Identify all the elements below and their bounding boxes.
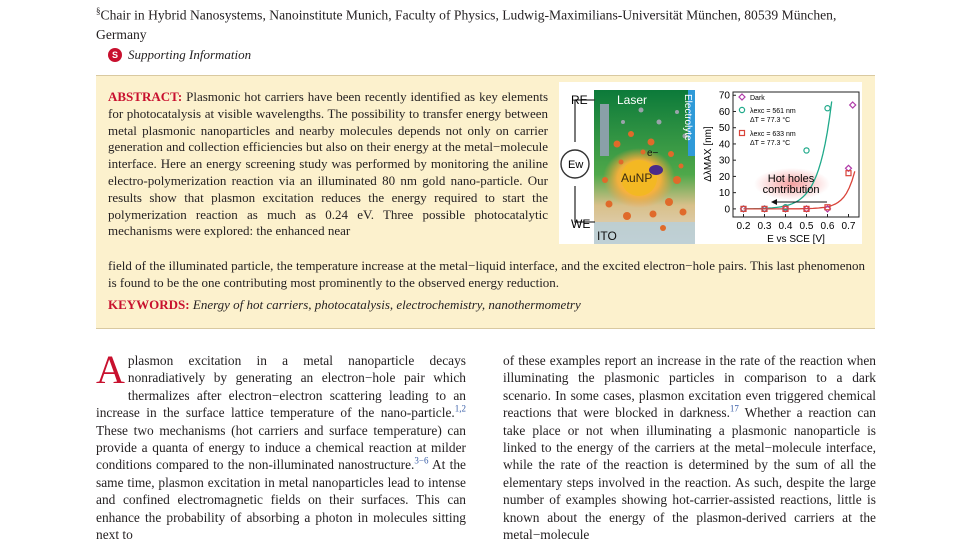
hot-holes-label-2: contribution (762, 184, 820, 196)
drop-cap: A (96, 347, 125, 392)
citation-1-2[interactable]: 1,2 (454, 403, 466, 414)
supporting-information-link[interactable] (108, 47, 251, 63)
label-electrolyte: Electrolyte (682, 94, 693, 141)
citation-17[interactable]: 17 (729, 403, 739, 414)
abstract-continued: field of the illuminated particle, the temperature increase at the metal−liquid interface, and the excited electron−hole pairs. This last phenomenon is found to be the one contributing most prominently to the observed energy reduction. (108, 258, 865, 290)
legend-633: λexc = 633 nm (750, 131, 796, 138)
y-tick-label: 60 (718, 106, 730, 118)
hot-holes-label-1: Hot holes (767, 173, 815, 185)
legend-marker-dark (739, 94, 745, 100)
body-column-2 (503, 352, 876, 543)
label-ew: Ew (568, 159, 584, 171)
label-ito: ITO (597, 229, 617, 243)
y-axis-label: ΔλMAX [nm] (703, 126, 714, 182)
point-561 (804, 148, 809, 153)
label-aunp: AuNP (621, 171, 653, 185)
body-column-1 (96, 347, 466, 543)
col1-text-2: These two mechanisms (hot carriers and surface temperature) can provide a quanta of energy to induce a chemical reaction at milder conditions compared to the non-illuminated nanostructure. (96, 422, 466, 473)
keywords-list: Energy of hot carriers, photocatalysis, electrochemistry, nanothermometry (192, 297, 581, 312)
x-tick-label: 0.3 (757, 221, 772, 232)
supporting-info-icon: S (108, 48, 122, 62)
label-we: WE (571, 217, 591, 231)
label-laser: Laser (617, 93, 648, 107)
reference-electrode (600, 104, 609, 156)
y-tick-label: 0 (724, 204, 730, 216)
point-561 (825, 106, 830, 111)
y-tick-label: 20 (718, 171, 730, 183)
affiliation-text: Chair in Hybrid Nanosystems, Nanoinstitute Munich, Faculty of Physics, Ludwig-Maximilians-Universität München, 80539 München, Germany (96, 7, 837, 42)
y-tick-label: 40 (718, 139, 730, 151)
x-axis-label: E vs SCE [V] (767, 234, 825, 244)
legend-633-dt: ΔT = 77.3 °C (750, 140, 791, 147)
y-tick-label: 30 (718, 155, 730, 167)
citation-3-6[interactable]: 3−6 (414, 455, 429, 466)
legend-561: λexc = 561 nm (750, 108, 796, 115)
label-electron: e− (647, 148, 659, 159)
affiliation-marker: § (96, 6, 101, 16)
abstract-heading: ABSTRACT: (108, 89, 183, 104)
keywords-heading: KEYWORDS: (108, 297, 190, 312)
point-dark (850, 102, 856, 108)
affiliation (96, 2, 876, 44)
toc-graphic-svg (559, 82, 862, 244)
legend-marker-561 (739, 107, 744, 112)
label-re: RE (571, 93, 588, 107)
abstract-part1: Plasmonic hot carriers have been recently identified as key elements for photocatalysis at visible wavelengths. The possibility to transfer energy between metal plasmonic nanoparticles and nearby molecules depends not only on carrier generation and collection efficiencies but also on their energy at the metal−molecule interface. Here an energy screening study was performed by monitoring the aniline electro-polymerization reaction via an illuminated 80 nm gold nano-particle. Our results show that plasmon excitation reduces the energy required to start the polymerization reaction as much as 0.24 eV. Three possible photocatalytic mechanisms were explored: the enhanced near (108, 89, 548, 239)
y-tick-label: 70 (718, 90, 730, 102)
legend-marker-633 (740, 131, 745, 136)
y-tick-label: 10 (718, 188, 730, 200)
legend-561-dt: ΔT = 77.3 °C (750, 117, 791, 124)
y-tick-label: 50 (718, 123, 730, 135)
x-tick-label: 0.2 (736, 221, 751, 232)
col1-text-1: plasmon excitation in a metal nanoparticle decays nonradiatively by generating an electron−hole pair which thermalizes after electron−electron scattering leading to an increase in the surface lattice temperature of the nano-particle. (96, 353, 466, 421)
x-tick-label: 0.5 (799, 221, 814, 232)
supporting-info-label: Supporting Information (128, 47, 252, 62)
legend (739, 94, 796, 147)
x-tick-label: 0.4 (778, 221, 793, 232)
col2-text-1: of these examples report an increase in the rate of the reaction when illuminating the plasmonic particles in comparison to a dark scenario. In some cases, plasmon excitation even triggered chemical reactions that were blocked in darkness. (503, 353, 876, 421)
keywords (108, 297, 581, 313)
col1-text-3: At the same time, plasmon excitation in metal nanoparticles lead to intense and confined electromagnetic fields on their surfaces. This can enhance the probability of absorbing a photon in molecules sitting next to (96, 457, 466, 543)
abstract-text (108, 89, 548, 240)
col2-text-2: Whether a reaction can take place or not when illuminating a plasmonic nanoparticle is linked to the energy of the carriers at the metal−molecule interface, while the rate of the reaction is determined by the sum of all the elementary steps involved in the reaction. As such, despite the large number of examples showing hot-carrier-assisted reactions, little is known about the energy of the plasmon-derived carriers at the metal−molecule (503, 405, 877, 543)
x-tick-label: 0.7 (841, 221, 856, 232)
shift-arrow-head (771, 199, 777, 205)
legend-dark: Dark (750, 95, 765, 102)
x-tick-label: 0.6 (820, 221, 835, 232)
toc-graphic (559, 82, 862, 244)
